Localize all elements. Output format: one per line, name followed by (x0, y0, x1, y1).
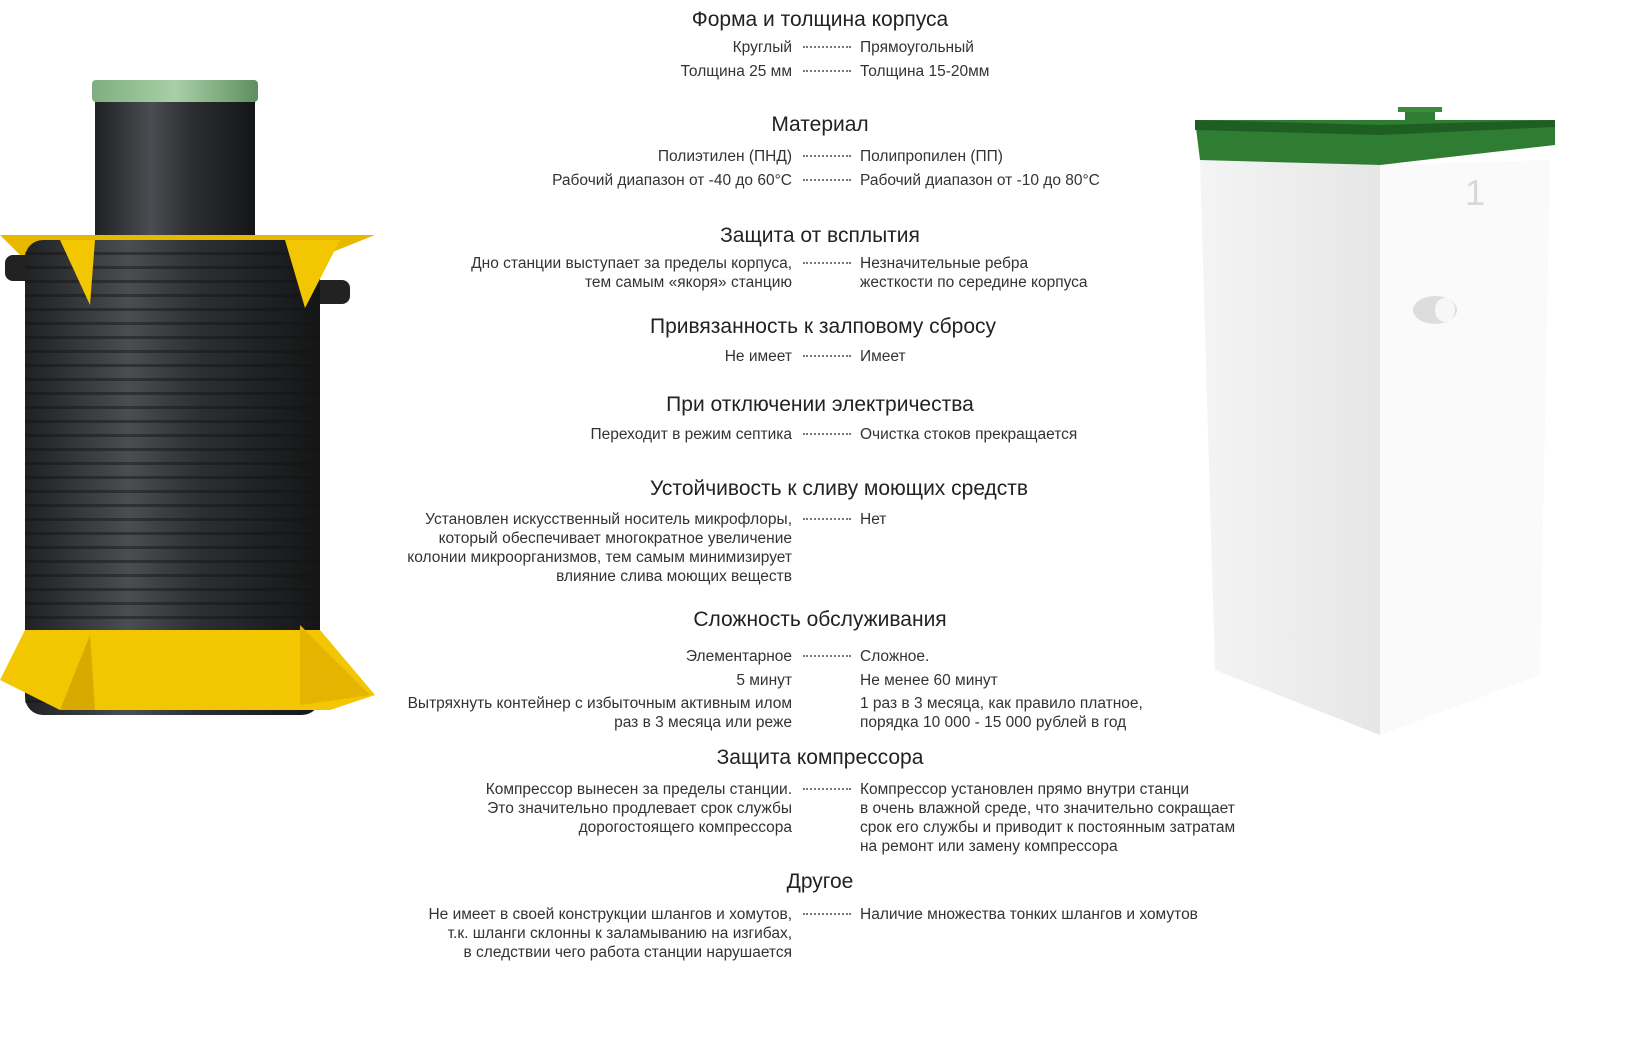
section-title: Устойчивость к сливу моющих средств (650, 477, 1029, 500)
rectangular-tank-feature: Незначительные ребра жесткости по середине корпуса (860, 255, 1088, 291)
round-tank-feature: Рабочий диапазон от -40 до 60°C (552, 172, 792, 189)
section-title: При отключении электричества (666, 393, 974, 416)
round-tank-feature: Установлен искусственный носитель микрофлоры, который обеспечивает многократное увеличение колонии микроорганизмов, тем самым минимизирует влияние слива моющих веществ (407, 511, 792, 585)
rectangular-septic-tank-icon (1195, 105, 1585, 785)
rectangular-tank-feature: Нет (860, 511, 887, 528)
dotted-leader (803, 655, 851, 659)
round-tank-feature: Дно станции выступает за пределы корпуса, тем самым «якоря» станцию (471, 255, 792, 291)
round-septic-tank-icon (0, 70, 380, 750)
round-tank-feature: Не имеет в своей конструкции шлангов и хомутов, т.к. шланги склонны к заламыванию на изгибах, в следствии чего работа станции нарушается (428, 906, 792, 961)
round-tank-feature: Переходит в режим септика (590, 426, 792, 443)
dotted-leader (803, 518, 851, 522)
rectangular-tank-feature: Рабочий диапазон от -10 до 80°C (860, 172, 1100, 189)
dotted-leader (803, 433, 851, 437)
rectangular-tank-feature: Очистка стоков прекращается (860, 426, 1078, 443)
rectangular-tank-feature: Компрессор установлен прямо внутри станци в очень влажной среде, что значительно сокращает срок его службы и приводит к постоянным затратам на ремонт или замену компрессора (860, 781, 1236, 855)
rectangular-tank-feature: Не менее 60 минут (860, 672, 998, 689)
section-title: Привязанность к залповому сбросу (650, 315, 996, 338)
round-tank-feature: Вытряхнуть контейнер с избыточным активным илом раз в 3 месяца или реже (407, 695, 792, 731)
round-tank-feature: Полиэтилен (ПНД) (657, 148, 792, 165)
rectangular-tank-feature: 1 раз в 3 месяца, как правило платное, порядка 10 000 - 15 000 рублей в год (860, 695, 1143, 731)
section-title: Защита от всплытия (720, 224, 920, 247)
dotted-leader (803, 355, 851, 359)
section-title: Сложность обслуживания (693, 608, 947, 631)
dotted-leader (803, 155, 851, 159)
round-tank-feature: Компрессор вынесен за пределы станции. Это значительно продлевает срок службы дорогостоящего компрессора (485, 781, 792, 836)
round-tank-feature: Элементарное (685, 648, 792, 665)
rectangular-tank-feature: Имеет (860, 348, 906, 365)
dotted-leader (803, 70, 851, 74)
section-title: Форма и толщина корпуса (691, 8, 949, 31)
dotted-leader (803, 46, 851, 50)
section-title: Другое (786, 870, 854, 893)
rectangular-tank-feature: Прямоугольный (860, 39, 974, 56)
round-tank-feature: Не имеет (724, 348, 792, 365)
dotted-leader (803, 262, 851, 266)
round-tank-feature: Круглый (732, 39, 792, 56)
round-tank-feature: 5 минут (736, 672, 792, 689)
rectangular-tank-feature: Сложное. (860, 648, 930, 665)
rectangular-tank-feature: Наличие множества тонких шлангов и хомутов (860, 906, 1198, 923)
section-title: Материал (771, 113, 869, 136)
dotted-leader (803, 179, 851, 183)
rectangular-tank-feature: Толщина 15-20мм (860, 63, 990, 80)
round-tank-feature: Толщина 25 мм (680, 63, 792, 80)
section-title: Защита компрессора (716, 746, 924, 769)
tank-number-label: 1 (1465, 172, 1486, 213)
dotted-leader (803, 788, 851, 792)
dotted-leader (803, 913, 851, 917)
rectangular-tank-feature: Полипропилен (ПП) (860, 148, 1003, 165)
